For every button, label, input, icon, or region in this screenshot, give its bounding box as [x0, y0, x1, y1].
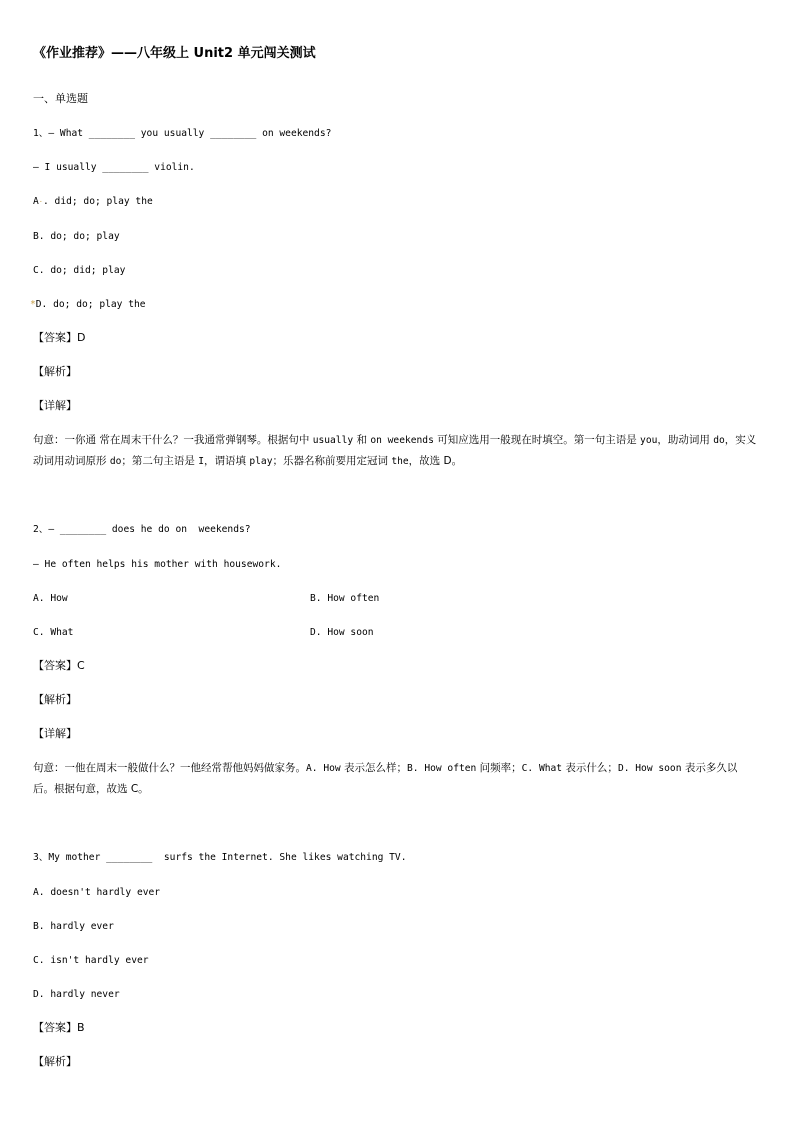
document-title: 《作业推荐》——八年级上 Unit2 单元闯关测试: [33, 46, 316, 61]
option-a: A. How: [33, 593, 68, 604]
option-d: D. hardly never: [33, 989, 120, 1000]
option-c: C. isn't hardly ever: [33, 955, 149, 966]
option-b: B. do; do; play: [33, 231, 120, 242]
option-c: C. What: [33, 627, 74, 638]
question-stem: 3、My mother ________ surfs the Internet. She likes watching TV.: [33, 852, 407, 863]
option-a-mark: ·: [38, 198, 43, 206]
question-stem: 2、— ________ does he do on weekends?: [33, 524, 251, 535]
section-heading: 一、单选题: [33, 92, 88, 105]
option-a: A. doesn't hardly ever: [33, 887, 161, 898]
option-a-text: . did; do; play the: [43, 196, 153, 207]
option-d: [30, 298, 146, 312]
correct-mark-icon: *: [30, 299, 36, 310]
detail-label: 【详解】: [33, 399, 77, 412]
analysis-label: 【解析】: [33, 365, 77, 378]
question-stem-reply: — He often helps his mother with housework.: [33, 559, 282, 570]
option-c: C. do; did; play: [33, 265, 126, 276]
option-a: [33, 195, 153, 209]
option-b: B. How often: [310, 593, 380, 604]
analysis-label: 【解析】: [33, 693, 77, 706]
question-stem: 1、— What ________ you usually ________ on weekends?: [33, 128, 332, 139]
question-stem-reply: — I usually ________ violin.: [33, 162, 195, 173]
option-b: B. hardly ever: [33, 921, 114, 932]
analysis-label: 【解析】: [33, 1055, 77, 1068]
option-d-text: D. do; do; play the: [35, 299, 146, 310]
answer-label: 【答案】D: [33, 331, 86, 344]
detail-label: 【详解】: [33, 727, 77, 740]
answer-label: 【答案】C: [33, 659, 85, 672]
option-d: D. How soon: [310, 627, 374, 638]
answer-label: 【答案】B: [33, 1021, 85, 1034]
explanation: 句意：一他在周末一般做什么？一他经常帮他妈妈做家务。A. How 表示怎么样；B. How often 问频率；C. What 表示什么；D. How soon 表示多久以后。根据句意，故选 C。: [33, 762, 738, 795]
explanation: 句意：一你通 常在周末干什么？一我通常弹钢琴。根据句中 usually 和 on weekends 可知应选用一般现在时填空。第一句主语是 you，助动词用 do，实义动词用动词原形 do；第二句主语是 I，谓语填 play；乐器名称前要用定冠词 the，故选 D。: [33, 434, 757, 467]
option-a-letter: A: [33, 196, 39, 207]
